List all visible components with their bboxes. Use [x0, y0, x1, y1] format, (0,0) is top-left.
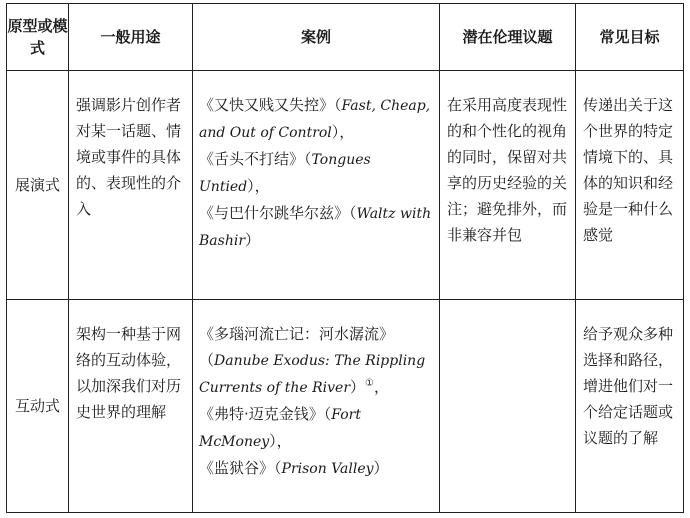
row-examples	[193, 71, 440, 300]
row-goal: 传递出关于这个世界的特定情境下的、具体的知识和经验是一种什么感觉	[576, 71, 684, 300]
header-type: 原型或模式	[7, 4, 69, 71]
example-title-zh: 《多瑙河流亡记：河水潺流》	[199, 325, 395, 343]
row-use: 架构一种基于网络的互动体验，以加深我们对历史世界的理解	[69, 300, 193, 513]
example-title-en: Prison Valley	[281, 461, 374, 477]
example-item: 《舌头不打结》（Tongues Untied），	[199, 150, 371, 195]
example-title-zh: 《舌头不打结》	[199, 150, 305, 168]
row-type: 互动式	[7, 300, 69, 513]
table-row	[7, 300, 684, 513]
example-item: 《监狱谷》（Prison Valley）	[199, 459, 389, 477]
example-title-zh: 《监狱谷》	[199, 459, 275, 477]
header-row	[7, 4, 684, 71]
example-title-en: Fort McMoney	[199, 407, 361, 450]
row-goal: 给予观众多种选择和路径，增进他们对一个给定话题或议题的了解	[576, 300, 684, 513]
header-goal: 常见目标	[576, 4, 684, 71]
example-title-zh: 《弗特·迈克金钱》	[199, 405, 324, 423]
example-title-zh: 《又快又贱又失控》	[199, 96, 335, 114]
example-item: 《又快又贱又失控》（Fast, Cheap, and Out of Control），	[199, 96, 431, 141]
row-use: 强调影片创作者对某一话题、情境或事件的具体的、表现性的介入	[69, 71, 193, 300]
example-title-en: Fast, Cheap, and Out of Control	[199, 98, 431, 141]
example-title-zh: 《与巴什尔跳华尔兹》	[199, 204, 350, 222]
row-type: 展演式	[7, 71, 69, 300]
row-examples	[193, 300, 440, 513]
example-item: 《与巴什尔跳华尔兹》（Waltz with Bashir）	[199, 204, 432, 249]
header-use: 一般用途	[69, 4, 193, 71]
row-ethics	[440, 300, 576, 513]
example-item: 《弗特·迈克金钱》（Fort McMoney），	[199, 405, 361, 450]
comparison-table	[6, 3, 684, 513]
example-title-en: Danube Exodus: The Rippling Currents of the River	[199, 353, 426, 396]
header-examples: 案例	[193, 4, 440, 71]
example-title-en: Tongues Untied	[199, 152, 371, 195]
example-title-en: Waltz with Bashir	[199, 206, 432, 249]
example-item: 《多瑙河流亡记：河水潺流》（Danube Exodus: The Rippling Currents of the River）①，	[199, 325, 426, 396]
table-row	[7, 71, 684, 300]
row-ethics: 在采用高度表现性的和个性化的视角的同时，保留对共享的历史经验的关注；避免排外，而非兼容并包	[440, 71, 576, 300]
footnote-marker: ①	[365, 378, 375, 389]
header-ethics: 潜在伦理议题	[440, 4, 576, 71]
